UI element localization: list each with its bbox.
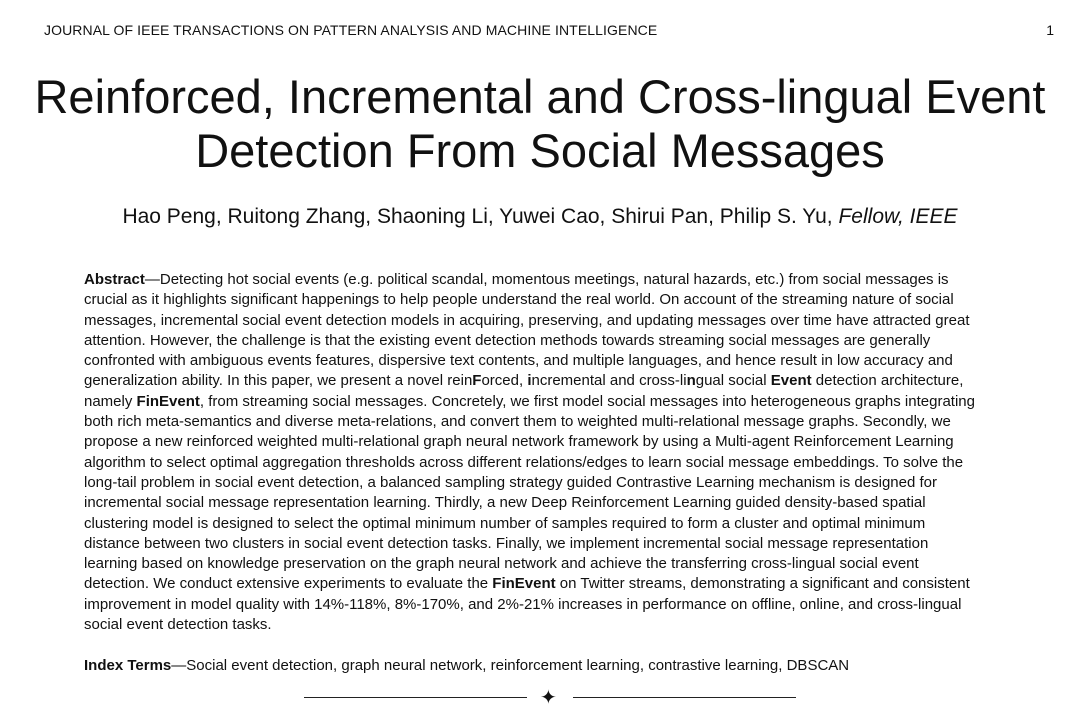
abstract-line bbox=[84, 270, 1016, 290]
author-list bbox=[0, 205, 1080, 229]
acronym-letter: n bbox=[686, 372, 696, 390]
journal-header: JOURNAL OF IEEE TRANSACTIONS ON PATTERN ANALYSIS AND MACHINE INTELLIGENCE bbox=[44, 22, 658, 38]
abstract-text: ncremental and cross-li bbox=[531, 372, 687, 390]
acronym-letter: i bbox=[527, 372, 532, 390]
abstract-line: confronted with ambiguous events features, dispersive text contents, and multiple languages, and hence result in low accuracy and bbox=[84, 352, 953, 370]
abstract-text: gual social bbox=[695, 372, 771, 390]
title-line-1: Reinforced, Incremental and Cross-lingual Event bbox=[34, 70, 1046, 123]
abstract-line: improvement in model quality with 14%-118%, 8%-170%, and 2%-21% increases in performance on offline, online, and cross-lingual bbox=[84, 595, 962, 613]
divider-rule-right bbox=[573, 697, 796, 698]
abstract-text: detection. We conduct extensive experiments to evaluate the bbox=[84, 575, 493, 593]
abstract-text: , from streaming social messages. Concretely, we first model social messages into heterogeneous graphs integrating bbox=[199, 392, 975, 410]
title-line-2: Detection From Social Messages bbox=[195, 124, 885, 177]
abstract-line: clustering model is designed to select the optimal minimum number of samples required to form a cluster and optimal minimum bbox=[84, 514, 926, 532]
abstract-line: messages, incremental social event detection models in acquiring, preserving, and updating messages over time have attracted great bbox=[84, 311, 970, 329]
model-name: FinEvent bbox=[136, 392, 200, 410]
abstract-line: crucial as it highlights significant happenings to help people understand the real world. On account of the streaming nature of social bbox=[84, 291, 954, 309]
abstract-line: attention. However, the challenge is that the existing event detection methods towards streaming social messages are generally bbox=[84, 331, 931, 349]
divider-rule-left bbox=[304, 697, 527, 698]
abstract-text: detection architecture, bbox=[811, 372, 964, 390]
abstract-line: both rich meta-semantics and diverse meta-relations, and convert them to weighted multi-relational message graphs. Secondly, we bbox=[84, 413, 951, 431]
abstract-line bbox=[84, 371, 1016, 391]
abstract-text: orced, bbox=[481, 372, 528, 390]
abstract-line: learning based on knowledge preservation on the graph neural network and achieve the transferring cross-lingual social event bbox=[84, 555, 919, 573]
diamond-icon: ✦ bbox=[540, 687, 557, 709]
model-name: FinEvent bbox=[492, 575, 556, 593]
index-terms-text: —Social event detection, graph neural network, reinforcement learning, contrastive learning, DBSCAN bbox=[171, 657, 850, 674]
author-fellow: Fellow, IEEE bbox=[838, 205, 958, 228]
index-terms bbox=[84, 657, 849, 674]
section-divider bbox=[304, 688, 796, 708]
abstract-text: on Twitter streams, demonstrating a significant and consistent bbox=[555, 575, 970, 593]
abstract-line: incremental social message representation learning. Thirdly, a new Deep Reinforcement Learning guided density-based spatial bbox=[84, 494, 926, 512]
acronym-letter: F bbox=[472, 372, 482, 390]
abstract bbox=[84, 270, 1016, 635]
abstract-line: long-tail problem in social event detection, a balanced sampling strategy guided Contrastive Learning mechanism is designed for bbox=[84, 473, 937, 491]
paper-title bbox=[0, 70, 1080, 178]
abstract-line: distance between two clusters in social event detection tasks. Finally, we implement incremental social message representation bbox=[84, 534, 929, 552]
abstract-text: generalization ability. In this paper, we present a novel rein bbox=[84, 372, 473, 390]
acronym-word: Event bbox=[770, 372, 812, 390]
abstract-label: Abstract bbox=[84, 271, 145, 288]
abstract-line bbox=[84, 392, 1016, 412]
page-number: 1 bbox=[1046, 22, 1054, 38]
abstract-line: propose a new reinforced weighted multi-relational graph neural network framework by using a Multi-agent Reinforcement Learning bbox=[84, 433, 954, 451]
author-names: Hao Peng, Ruitong Zhang, Shaoning Li, Yuwei Cao, Shirui Pan, Philip S. Yu, bbox=[122, 205, 833, 228]
abstract-line: algorithm to select optimal aggregation thresholds across different relations/edges to learn social message embeddings. To solve the bbox=[84, 453, 964, 471]
index-terms-label: Index Terms bbox=[84, 657, 172, 674]
abstract-text: namely bbox=[84, 392, 137, 410]
abstract-text: —Detecting hot social events (e.g. political scandal, momentous meetings, natural hazards, etc.) from social messages is bbox=[144, 271, 949, 288]
abstract-line: social event detection tasks. bbox=[84, 616, 272, 634]
abstract-line bbox=[84, 574, 1016, 594]
